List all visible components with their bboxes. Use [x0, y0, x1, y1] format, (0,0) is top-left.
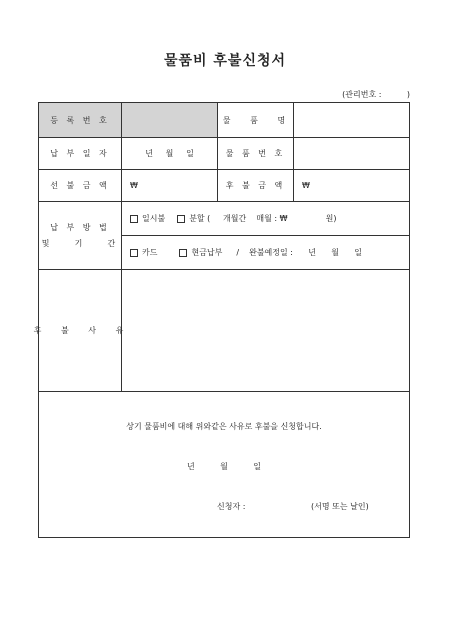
item-no-label: 물 품 번 호 [218, 138, 294, 170]
card-checkbox[interactable] [130, 249, 138, 257]
management-number: (관리번호 : ) [342, 90, 410, 99]
payment-method-label-line2: 및 기 간 [41, 238, 119, 248]
pay-date-field[interactable]: 년 월 일 [122, 138, 218, 170]
form-title: 물품비 후불신청서 [163, 53, 287, 69]
item-name-label: 물 품 명 [218, 103, 294, 138]
payment-method-label [39, 202, 122, 270]
slash-separator: / [236, 248, 240, 257]
payment-method-line2 [122, 236, 409, 270]
prepay-amount-label: 선 불 금 액 [39, 170, 122, 202]
pay-date-label: 납 부 일 자 [39, 138, 122, 170]
item-name-field[interactable] [294, 103, 409, 138]
reg-no-field[interactable] [122, 103, 218, 138]
reason-label: 후 불 사 유 [39, 270, 122, 392]
application-form-table [33, 102, 410, 538]
statement-text: 상기 물품비에 대해 위와같은 사유로 후불을 신청합니다. [126, 422, 322, 431]
lump-sum-checkbox[interactable] [130, 215, 138, 223]
signature-note: (서명 또는 날인) [311, 502, 369, 511]
cash-checkbox[interactable] [179, 249, 187, 257]
prepay-amount-field[interactable]: ₩ [122, 170, 218, 202]
cash-label: 현금납부 [191, 248, 223, 257]
installment-label: 분할 ( 개월간 매월 : ₩ 원) [189, 214, 337, 223]
application-date[interactable]: 년 월 일 [186, 462, 262, 471]
card-label: 카드 [142, 248, 158, 257]
completion-date[interactable]: 완불예정일 : 년 월 일 [249, 248, 362, 257]
applicant-label: 신청자 : [217, 502, 246, 511]
postpay-amount-label: 후 불 금 액 [218, 170, 294, 202]
item-no-field[interactable] [294, 138, 409, 170]
lump-sum-label: 일시불 [142, 214, 166, 223]
payment-method-line1 [122, 202, 409, 236]
payment-method-label-line1: 납 부 방 법 [50, 222, 110, 232]
reg-no-label: 등 록 번 호 [39, 103, 122, 138]
postpay-amount-field[interactable]: ₩ [294, 170, 409, 202]
installment-checkbox[interactable] [177, 215, 185, 223]
reason-field[interactable] [122, 270, 409, 392]
